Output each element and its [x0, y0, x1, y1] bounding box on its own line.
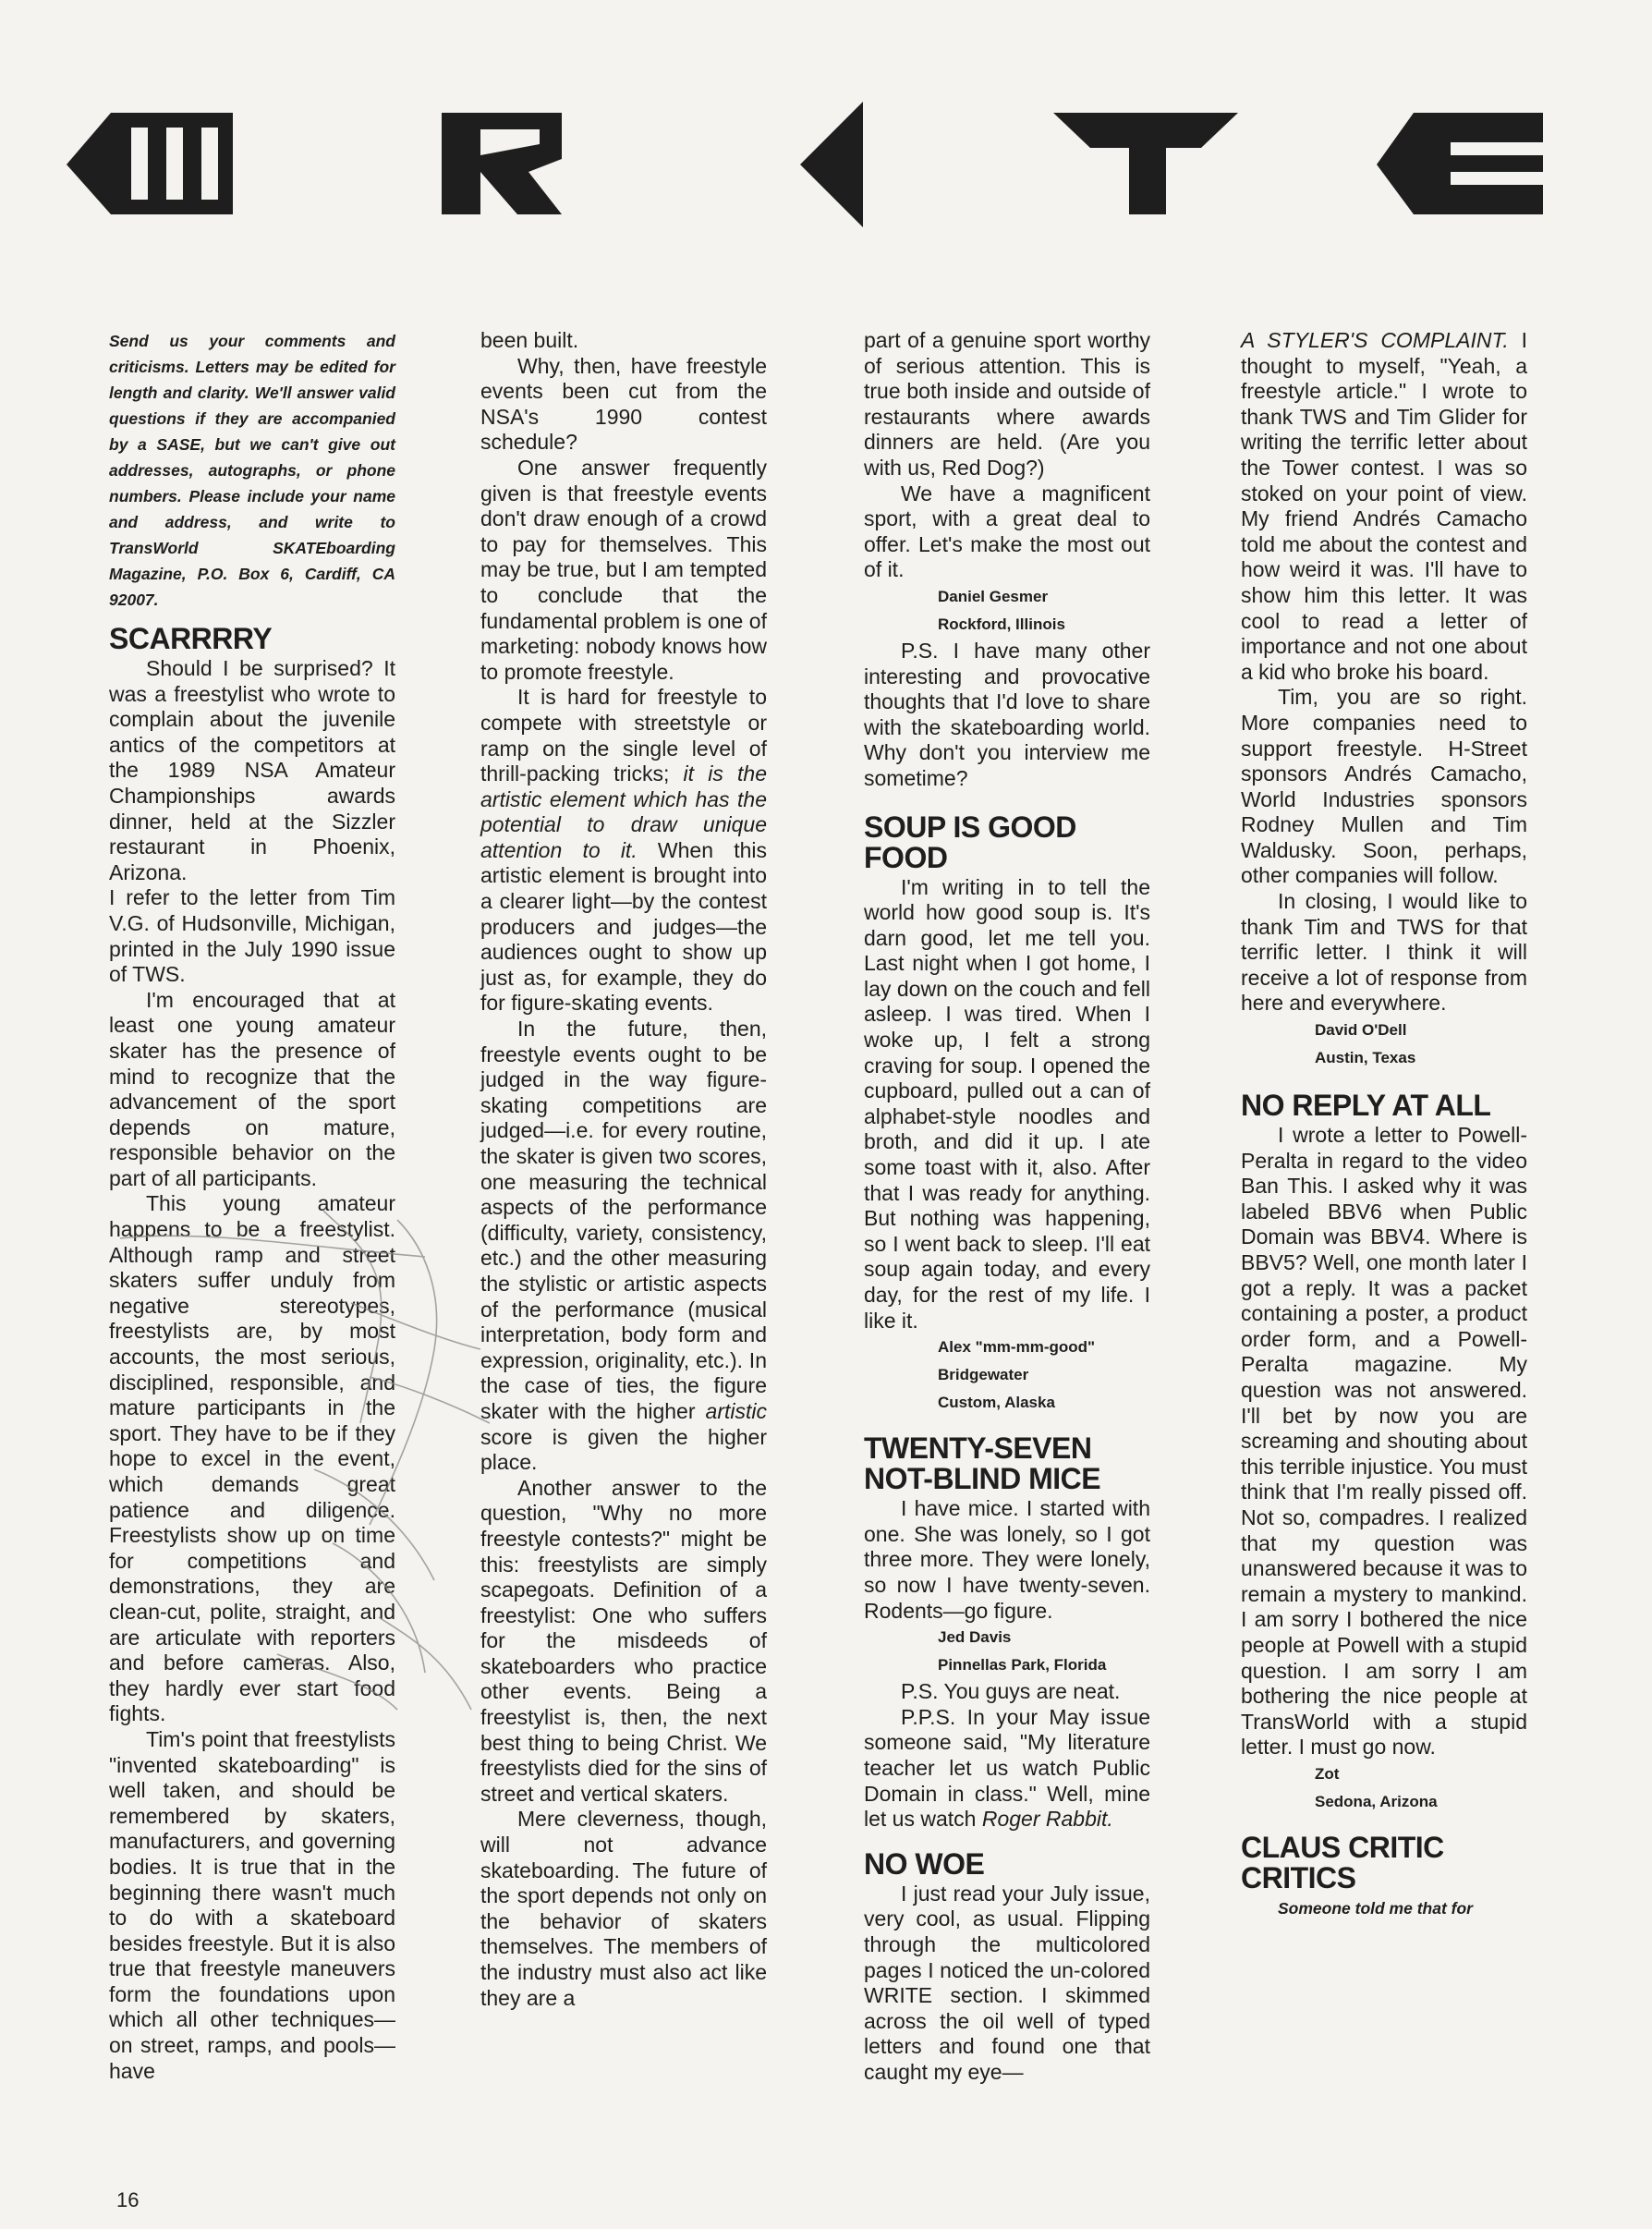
letter-r — [442, 113, 562, 214]
soup-body: I'm writing in to tell the world how good soup is. It's darn good, let me tell you. Last night when I got home, I lay down on the couch and fell asleep. I was tired. When I woke up, I felt a strong craving for soup. I opened the cupboard, pulled out a can of alphabet-style noodles and broth, and did it up. I ate some toast with it, also. After that I was ready for anything. But nothing was happening, so I went back to sleep. I'll eat soup again today, and every day, for the rest of my life. I like it. — [864, 874, 1150, 1333]
scarrrry-para-1: Should I be surprised? It was a freestylist who wrote to complain about the juvenile antics of the competitors at the 1989 NSA Amateur Championships awards dinner, held at the Sizzler restaurant in Phoenix, Arizona. — [109, 656, 395, 884]
letter-t — [1053, 113, 1238, 214]
scarrrry-para-9a: It is hard for freestyle to compete with streetstyle or ramp on the single level of thrill-packing tricks; — [480, 685, 767, 786]
column-1 — [109, 328, 395, 2084]
mice-pps-text: P.P.S. In your May issue someone said, "My literature teacher let us watch Public Domain in class." Well, mine let us watch — [864, 1704, 1150, 1832]
scarrrry-para-11: Another answer to the question, "Why no more freestyle contests?" might be this: freestylists are simply scapegoats. Definition of a freestylist: One who suffers for the misdeeds of skateboarders who practice other events. Being a freestylist is, then, the next best thing to being Christ. We freestylists died for the sins of street and vertical skaters. — [480, 1475, 767, 1806]
signature-name: Daniel Gesmer — [938, 587, 1049, 605]
scarrrry-para-10a: In the future, then, freestyle events ought to be judged in the way figure-skating competitions are judged—i.e. for every routine, the skater is given two scores, one measuring the technical aspects of the performance (difficulty, variety, consistency, etc.) and the other measuring the stylistic or artistic aspects of the performance (musical interpretation, body form and expression, originality, etc.). In the case of ties, the figure skater with the higher — [480, 1017, 767, 1423]
scarrrry-para-13: part of a genuine sport worthy of serious attention. This is true both inside and outside of restaurants where awards dinners are held. (Are you with us, Red Dog?) — [864, 328, 1150, 480]
no-woe-signature-place: Austin, Texas — [1315, 1049, 1416, 1067]
scarrrry-para-10 — [480, 1017, 767, 1476]
scarrrry-para-9b: it is the artistic element which has the potential to draw unique attention to it. — [480, 761, 767, 862]
scarrrry-para-10b: artistic — [705, 1398, 767, 1423]
mice-signature-name: Jed Davis — [938, 1628, 1012, 1647]
intro-note: Send us your comments and criticisms. Letters may be edited for length and clarity. We'll answer valid questions if they are accompanied by a SASE, but we can't give out addresses, autographs, or phone numbers. Please include your name and address, and write to TransWorld SKATEboarding Magazine, P.O. Box 6, Cardiff, CA 92007. — [109, 332, 395, 609]
write-lettering — [0, 0, 1652, 305]
no-woe-body: I just read your July issue, very cool, as usual. Flipping through the multicolored pages I noticed the un-colored WRITE section. I skimmed across the oil well of typed letters and found one that caught my eye— — [864, 1881, 1150, 2084]
scarrrry-para-4: This young amateur happens to be a freestylist. Although ramp and street skaters suffer unduly from negative stereotypes, freestylists are, by most accounts, the most serious, disciplined, responsible, and mature participants in the sport. They have to be if they hope to excel in the event, which demands great patience and diligence. Freestylists show up on time for competitions and demonstrations, they are clean-cut, polite, straight, and are articulate with reporters and before cameras. Also, they hardly ever start food fights. — [109, 1191, 395, 1726]
column-3 — [864, 328, 1150, 2085]
mice-pps-title: Roger Rabbit. — [981, 1807, 1113, 1832]
scarrrry-para-12: Mere cleverness, though, will not advance skateboarding. The future of the sport depends not only on the behavior of skaters themselves. The members of the industry must also act like they are a — [480, 1807, 767, 2010]
scarrrry-para-9c: When this artistic element is brought into a clearer light—by the contest producers and judges—the audiences ought to show up just as, for example, they do for figure-skating events. — [480, 837, 767, 1016]
scarrrry-para-3: I'm encouraged that at least one young amateur skater has the presence of mind to recognize that the advancement of the sport depends on mature, responsible behavior on the part of all participants. — [109, 987, 395, 1190]
claus-body: Someone told me that for — [1278, 1898, 1473, 1918]
no-reply-signature-name: Zot — [1315, 1764, 1340, 1783]
heading-scarrrry: SCARRRRY — [109, 622, 273, 655]
no-woe-title: A STYLER'S COMPLAINT. — [1241, 328, 1509, 352]
no-woe-signature-name: David O'Dell — [1315, 1021, 1407, 1040]
no-woe-body-2: I thought to myself, "Yeah, a freestyle article." I wrote to thank TWS and Tim Glider for writing the terrific letter about the Tower contest. I was so stoked on your point of view. My friend Andrés Camacho told me about the contest and how weird it was. I'll have to show him this letter. It was cool to read a letter of importance and not one about a kid who broke his board. — [1241, 328, 1528, 684]
page-number: 16 — [116, 2188, 140, 2211]
mice-body: I have mice. I started with one. She was lonely, so I got three more. They were lonely, so now I have twenty-seven. Rodents—go figure. — [864, 1496, 1150, 1623]
no-woe-body-cont — [1241, 328, 1527, 685]
signature-place: Rockford, Illinois — [938, 615, 1065, 633]
no-reply-body: I wrote a letter to Powell-Peralta in regard to the video Ban This. I asked why it was labeled BBV6 when Public Domain was BBV4. Where is BBV5? Well, one month later I got a reply. It was a packet containing a poster, a product order form, and a Powell-Peralta magazine. My question was not answered. I'll bet by now you are screaming and shouting about this terrible injustice. You must think that I'm really pissed off. Not so, compadres. I realized that my question was unanswered because it was to remain a mystery to mankind. I am sorry I bothered the nice people at Powell with a stupid question. I am sorry I am bothering the nice people at TransWorld with a stupid letter. I must go now. — [1241, 1123, 1527, 1760]
heading-mice: TWENTY-SEVEN NOT-BLIND MICE — [864, 1431, 1101, 1496]
mice-signature-place: Pinnellas Park, Florida — [938, 1656, 1107, 1675]
column-2 — [480, 328, 767, 2011]
heading-soup: SOUP IS GOOD FOOD — [864, 810, 1076, 874]
column-4 — [1241, 328, 1527, 1921]
heading-claus: CLAUS CRITIC CRITICS — [1241, 1830, 1444, 1894]
letter-i — [800, 102, 863, 227]
soup-signature-place-2: Custom, Alaska — [938, 1394, 1055, 1412]
scarrrry-para-10c: score is given the higher place. — [480, 1424, 767, 1475]
scarrrry-para-14: We have a magnificent sport, with a great deal to offer. Let's make the most out of it. — [864, 481, 1150, 582]
no-woe-para-3: In closing, I would like to thank Tim and TWS for that terrific letter. I think it will receive a lot of response from here and everywhere. — [1241, 889, 1527, 1016]
scarrrry-para-2: I refer to the letter from Tim V.G. of Hudsonville, Michigan, printed in the July 1990 issue of TWS. — [109, 885, 395, 987]
mice-pps — [864, 1705, 1150, 1833]
letter-e — [1377, 113, 1543, 214]
no-reply-signature-place: Sedona, Arizona — [1315, 1792, 1438, 1810]
heading-no-reply: NO REPLY AT ALL — [1241, 1089, 1491, 1123]
no-woe-para-2: Tim, you are so right. More companies need to support freestyle. H-Street sponsors Andrés Camacho, World Industries sponsors Rodney Mullen and Tim Waldusky. Soon, perhaps, other companies will follow. — [1241, 685, 1527, 888]
scarrrry-para-6: been built. — [480, 328, 579, 352]
scarrrry-ps: P.S. I have many other interesting and provocative thoughts that I'd love to share with the skateboarding world. Why don't you interview me sometime? — [864, 638, 1150, 790]
soup-signature-name: Alex "mm-mm-good" — [938, 1338, 1096, 1357]
scarrrry-para-9 — [480, 685, 767, 1017]
scarrrry-para-5: Tim's point that freestylists "invented skateboarding" is well taken, and should be remembered by skaters, manufacturers, and governing bodies. It is true that in the beginning there wasn't much to do with a skateboard besides freestyle. But it is also true that freestyle maneuvers form the foundations upon which all other techniques—on street, ramps, and pools—have — [109, 1726, 395, 2083]
mice-ps: P.S. You guys are neat. — [901, 1679, 1121, 1704]
scarrrry-para-7: Why, then, have freestyle events been cut from the NSA's 1990 contest schedule? — [480, 353, 767, 455]
heading-no-woe: NO WOE — [864, 1846, 985, 1881]
masthead-write-logo — [0, 0, 1652, 305]
letter-w — [67, 113, 233, 214]
scarrrry-para-8: One answer frequently given is that freestyle events don't draw enough of a crowd to pay for themselves. This may be true, but I am tempted to conclude that the fundamental problem is one of marketing: nobody knows how to promote freestyle. — [480, 455, 767, 684]
soup-signature-place-1: Bridgewater — [938, 1366, 1029, 1384]
